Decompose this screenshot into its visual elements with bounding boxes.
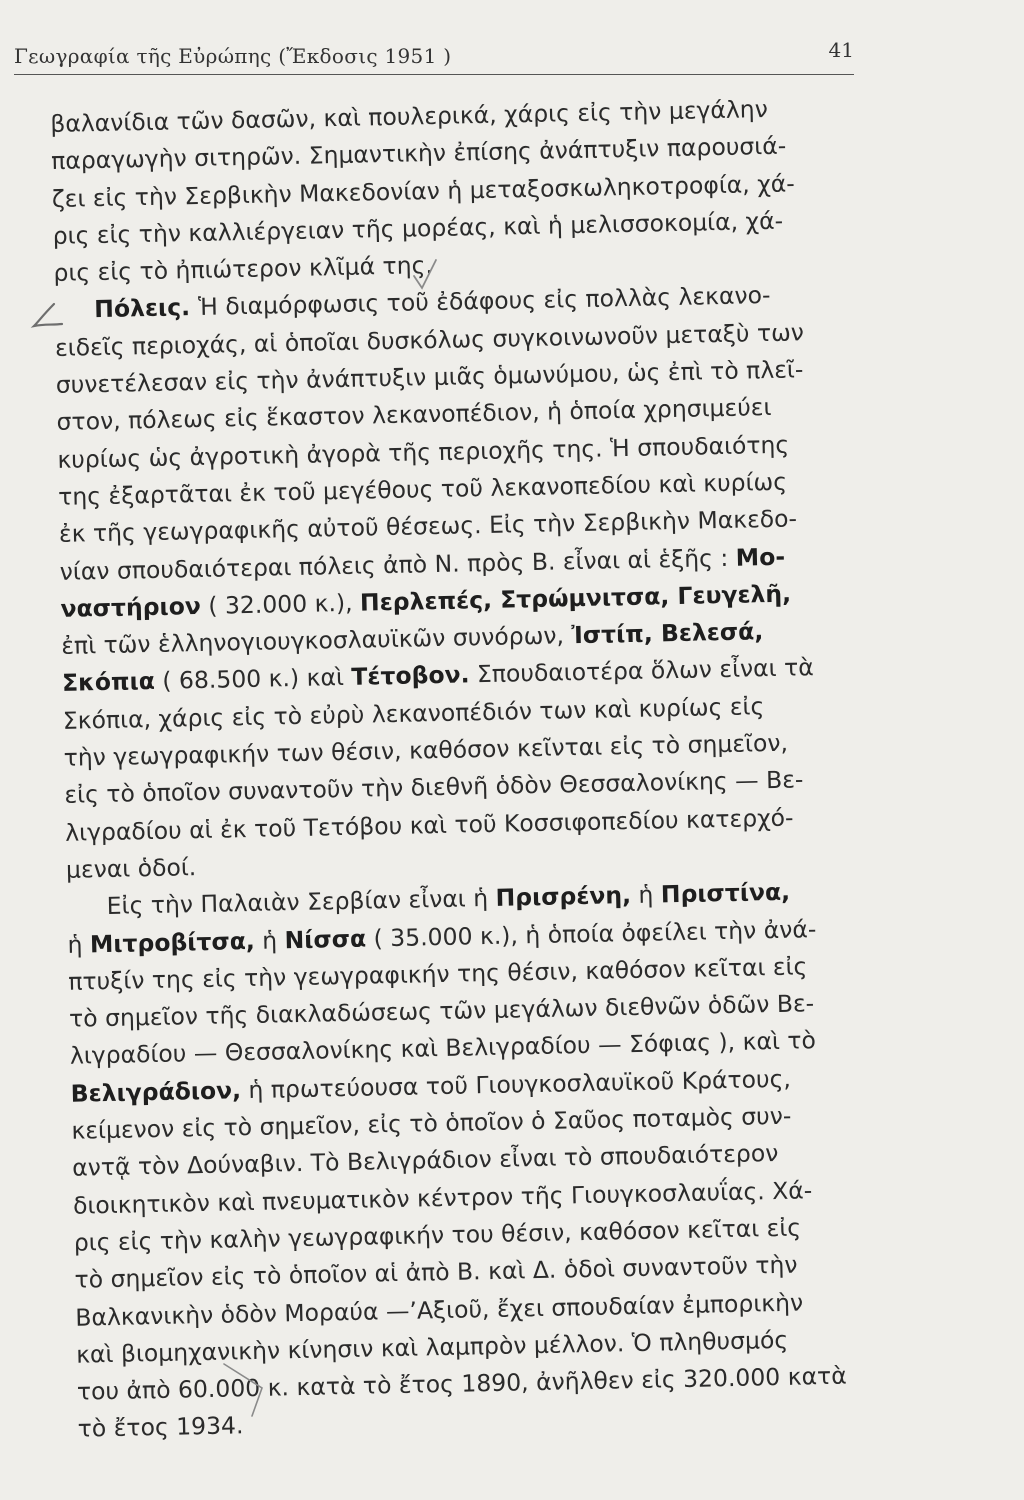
- text-run: ( 68.500 κ.) καὶ: [154, 663, 352, 696]
- bold-term: Νίσσα: [284, 924, 367, 954]
- bold-term: Βελιγράδιον,: [70, 1075, 242, 1108]
- text-run: διοικητικὸν καὶ πνευματικὸν κέντρον τῆς Γιουγκοσλαυΐας. Χά-: [72, 1175, 813, 1220]
- bold-term: Μιτροβίτσα,: [89, 926, 256, 958]
- bold-term: ναστήριον: [60, 591, 202, 623]
- text-run: ἡ πρωτεύουσα τοῦ Γιουγκοσλαυϊκοῦ Κράτους,: [240, 1064, 792, 1104]
- text-run: ἡ: [67, 929, 91, 959]
- text-run: νίαν σπουδαιότεραι πόλεις ἀπὸ Ν. πρὸς Β. εἶναι αἱ ἑξῆς :: [59, 543, 737, 586]
- text-run: λιγραδίου αἱ ἐκ τοῦ Τετόβου καὶ τοῦ Κοσσιφοπεδίου κατερχό-: [64, 803, 794, 847]
- text-run: ἡ: [630, 880, 662, 910]
- text-run: αντᾷ τὸν Δούναβιν. Τὸ Βελιγράδιον εἶναι τὸ σπουδαιότερον: [71, 1139, 779, 1183]
- text-run: Βαλκανικὴν ὁδὸν Μοραύα —’Αξιοῦ, ἔχει σπουδαίαν ἐμπορικὴν: [75, 1287, 804, 1332]
- text-run: ρις εἰς τὸ ἠπιώτερον κλῖμά της.: [53, 251, 434, 288]
- bold-term: Τέτοβον.: [351, 660, 470, 692]
- text-run: τὸ σημεῖον τῆς διακλαδώσεως τῶν μεγάλων διεθνῶν ὁδῶν Βε-: [68, 989, 815, 1033]
- running-title: Γεωγραφία τῆς Εὐρώπης (Ἔκδοσις 1951 ): [14, 44, 452, 68]
- text-run: της ἐξαρτᾶται ἐκ τοῦ μεγέθους τοῦ λεκανοπεδίου καὶ κυρίως: [57, 467, 788, 511]
- text-run: ( 35.000 κ.), ἡ ὁποία ὀφείλει τὴν ἀνά-: [365, 914, 817, 953]
- pencil-arrow-mark-icon: [222, 1360, 282, 1420]
- text-run: ἐκ τῆς γεωγραφικῆς αὐτοῦ θέσεως. Εἰς τὴν Σερβικὴν Μακεδο-: [58, 504, 798, 549]
- text-run: μεναι ὁδοί.: [65, 853, 197, 884]
- bold-term: Σκόπια: [61, 667, 156, 698]
- text-run: ἐπὶ τῶν ἑλληνογιουγκοσλαυϊκῶν συνόρων,: [61, 621, 572, 661]
- text-run: Εἰς τὴν Παλαιὰν Σερβίαν εἶναι ἡ: [106, 884, 496, 921]
- pencil-margin-mark-icon: [30, 300, 66, 332]
- text-run: ζει εἰς τὴν Σερβικὴν Μακεδονίαν ἡ μεταξοσκωληκοτροφία, χά-: [51, 169, 796, 213]
- bold-term: Πόλεις.: [93, 293, 199, 324]
- bold-term: Πρισρένη,: [495, 881, 632, 913]
- text-run: τὸ ἔτος 1934.: [77, 1411, 244, 1444]
- bold-term: Περλεπές, Στρώμνιτσα, Γευγελῆ,: [359, 579, 792, 617]
- text-run: ( 32.000 κ.),: [200, 588, 361, 620]
- pencil-check-mark-icon: [410, 258, 440, 290]
- text-run: παραγωγὴν σιτηρῶν. Σημαντικὴν ἐπίσης ἀνάπτυξιν παρουσιά-: [50, 131, 787, 176]
- text-run: λιγραδίου — Θεσσαλονίκης καὶ Βελιγραδίου — Σόφιας ), καὶ τὸ: [69, 1026, 817, 1071]
- text-run: ρις εἰς τὴν καλλιέργειαν τῆς μορέας, καὶ ἡ μελισσοκομία, χά-: [52, 206, 784, 250]
- text-run: Σκόπια, χάρις εἰς τὸ εὐρὺ λεκανοπέδιόν των καὶ κυρίως εἰς: [62, 691, 765, 735]
- text-run: του ἀπὸ 60.000 κ. κατὰ τὸ ἔτος 1890, ἀνῆλθεν εἰς 320.000 κατὰ: [76, 1361, 847, 1406]
- bold-term: Μο-: [735, 542, 786, 572]
- page-number: 41: [828, 38, 854, 62]
- text-run: καὶ βιομηχανικὴν κίνησιν καὶ λαμπρὸν μέλλον. Ὁ πληθυσμός: [75, 1325, 789, 1369]
- text-run: εἰς τὸ ὁποῖον συναντοῦν τὴν διεθνῆ ὁδὸν Θεσσαλονίκης — Βε-: [64, 765, 804, 810]
- text-run: ρις εἰς τὴν καλὴν γεωγραφικήν του θέσιν, καθόσον κεῖται εἰς: [73, 1213, 802, 1257]
- running-header: [14, 38, 854, 75]
- text-run: τὸ σημεῖον εἰς τὸ ὁποῖον αἱ ἀπὸ Β. καὶ Δ. ὁδοὶ συναντοῦν τὴν: [74, 1250, 798, 1294]
- text-run: ἡ: [254, 925, 285, 955]
- text-run: στον, πόλεως εἰς ἕκαστον λεκανοπέδιον, ἡ ὁποία χρησιμεύει: [56, 393, 772, 437]
- body-text: [50, 89, 908, 1449]
- text-run: κείμενον εἰς τὸ σημεῖον, εἰς τὸ ὁποῖον ὁ Σαῦος ποταμὸς συν-: [71, 1101, 792, 1145]
- text-run: τὴν γεωγραφικήν των θέσιν, καθόσον κεῖνται εἰς τὸ σημεῖον,: [63, 728, 789, 772]
- text-run: Ἡ διαμόρφωσις τοῦ ἐδάφους εἰς πολλὰς λεκανο-: [197, 281, 771, 322]
- bold-term: Ἰστίπ, Βελεσά,: [571, 617, 764, 650]
- bold-term: Πριστίνα,: [660, 877, 791, 909]
- text-run: συνετέλεσαν εἰς τὴν ἀνάπτυξιν μιᾶς ὁμωνύμου, ὡς ἐπὶ τὸ πλεῖ-: [55, 355, 804, 400]
- text-run: ειδεῖς περιοχάς, αἱ ὁποῖαι δυσκόλως συγκοινωνοῦν μεταξὺ των: [54, 318, 805, 362]
- text-run: βαλανίδια τῶν δασῶν, καὶ πουλερικά, χάρις εἰς τὴν μεγάλην: [50, 94, 769, 138]
- text-run: κυρίως ὡς ἀγροτικὴ ἀγορὰ τῆς περιοχῆς της. Ἡ σπουδαιότης: [57, 430, 790, 474]
- text-run: Σπουδαιοτέρα ὅλων εἶναι τὰ: [469, 653, 814, 689]
- text-run: πτυξίν της εἰς τὴν γεωγραφικήν της θέσιν, καθόσον κεῖται εἰς: [68, 952, 808, 996]
